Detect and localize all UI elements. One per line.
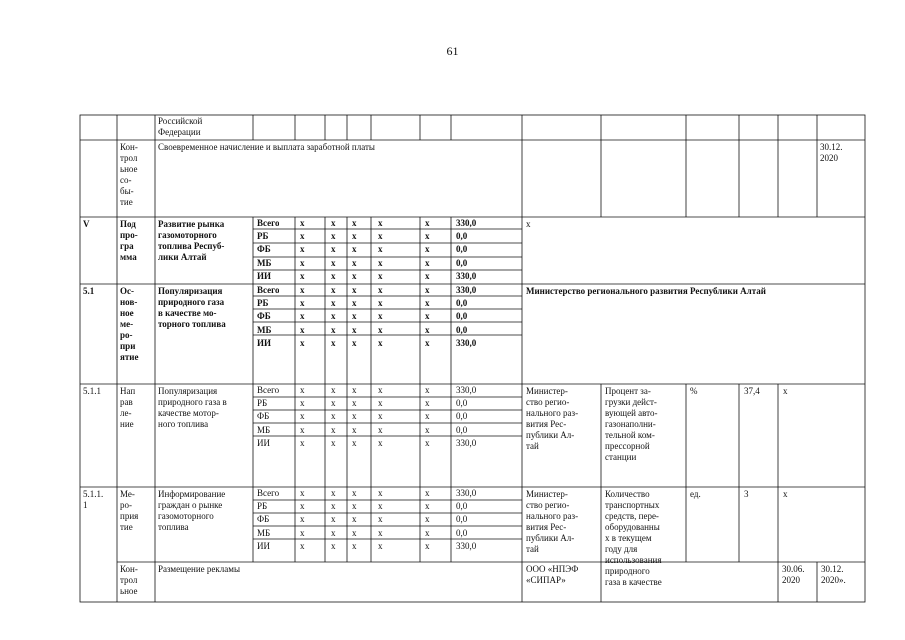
funding-x-mark: х <box>352 488 357 498</box>
funding-x-mark: х <box>425 231 430 242</box>
funding-x-mark: х <box>331 285 336 295</box>
funding-x-mark: х <box>331 540 336 551</box>
funding-x-mark: х <box>352 501 357 512</box>
funding-x-mark: х <box>300 270 305 281</box>
funding-x-mark: х <box>352 298 357 309</box>
funding-x-mark: х <box>378 398 383 409</box>
row5-value: 3 <box>744 489 749 499</box>
funding-x-mark: х <box>378 527 383 538</box>
funding-x-mark: х <box>425 501 430 512</box>
funding-x-mark: х <box>425 218 430 228</box>
funding-x-mark: х <box>425 257 430 268</box>
funding-label: Всего <box>257 488 280 498</box>
row4-mark: х <box>783 386 788 396</box>
funding-x-mark: х <box>300 398 305 409</box>
funding-amount: 0,0 <box>456 411 468 422</box>
row5-unit: ед. <box>690 489 701 499</box>
row4-unit: % <box>690 386 698 396</box>
funding-label: ФБ <box>257 311 271 322</box>
funding-x-mark: х <box>300 411 305 422</box>
row5-indicator: Количество транспортных средств, пере- оборудованны х в текущем году для использования природного газа в качестве <box>605 489 662 587</box>
funding-x-mark: х <box>300 257 305 268</box>
funding-x-mark: х <box>352 437 357 448</box>
funding-x-mark: х <box>425 298 430 309</box>
funding-amount: 0,0 <box>456 324 468 335</box>
row4-indicator: Процент за- грузки дейст- вующей авто- газонаполни- тельной ком- прессорной станции <box>605 386 658 462</box>
funding-x-mark: х <box>300 514 305 525</box>
funding-x-mark: х <box>300 285 305 295</box>
funding-label: Всего <box>257 285 280 295</box>
funding-x-mark: х <box>425 398 430 409</box>
funding-x-mark: х <box>331 488 336 498</box>
funding-label: МБ <box>257 527 271 538</box>
funding-x-mark: х <box>352 231 357 242</box>
funding-amount: 0,0 <box>456 527 468 538</box>
funding-x-mark: х <box>425 527 430 538</box>
row6-date2: 30.12. 2020». <box>821 564 846 585</box>
row4-name: Популяризация природного газа в качестве мотор- ного топлива <box>158 386 227 429</box>
funding-x-mark: х <box>300 501 305 512</box>
funding-x-mark: х <box>378 244 383 255</box>
funding-x-mark: х <box>352 324 357 335</box>
row3-num: 5.1 <box>83 286 95 296</box>
funding-x-mark: х <box>331 298 336 309</box>
funding-x-mark: х <box>425 540 430 551</box>
funding-x-mark: х <box>331 311 336 322</box>
row5-num: 5.1.1. 1 <box>83 489 104 510</box>
funding-x-mark: х <box>352 540 357 551</box>
funding-amount: 0,0 <box>456 501 468 512</box>
funding-label: МБ <box>257 424 271 435</box>
funding-x-mark: х <box>352 424 357 435</box>
funding-amount: 330,0 <box>456 488 477 498</box>
row3-name: Популяризация природного газа в качестве мо- торного топлива <box>158 286 226 329</box>
funding-x-mark: х <box>331 218 336 228</box>
funding-label: Всего <box>257 385 280 395</box>
funding-x-mark: х <box>300 218 305 228</box>
funding-x-mark: х <box>331 385 336 395</box>
funding-label: ИИ <box>257 540 270 551</box>
funding-x-mark: х <box>352 285 357 295</box>
funding-x-mark: х <box>378 540 383 551</box>
funding-x-mark: х <box>331 424 336 435</box>
funding-x-mark: х <box>331 231 336 242</box>
funding-x-mark: х <box>300 311 305 322</box>
funding-x-mark: х <box>378 270 383 281</box>
funding-x-mark: х <box>425 424 430 435</box>
funding-x-mark: х <box>378 437 383 448</box>
row6-date1: 30.06. 2020 <box>782 564 805 585</box>
funding-amount: 0,0 <box>456 244 468 255</box>
row6-executor: ООО «НПЭФ «СИПАР» <box>526 564 579 585</box>
funding-x-mark: х <box>378 514 383 525</box>
funding-x-mark: х <box>378 231 383 242</box>
funding-amount: 0,0 <box>456 231 468 242</box>
funding-amount: 0,0 <box>456 424 468 435</box>
funding-x-mark: х <box>378 488 383 498</box>
funding-x-mark: х <box>378 501 383 512</box>
funding-x-mark: х <box>425 324 430 335</box>
funding-label: ФБ <box>257 514 270 525</box>
row6-type: Кон- трол ьное <box>120 564 138 596</box>
funding-label: РБ <box>257 398 268 409</box>
funding-x-mark: х <box>352 337 357 348</box>
funding-x-mark: х <box>300 324 305 335</box>
funding-x-mark: х <box>352 218 357 228</box>
funding-label: ИИ <box>257 337 272 348</box>
row5-type: Ме- ро- прия тие <box>120 489 139 532</box>
row4-num: 5.1.1 <box>83 386 101 396</box>
funding-label: РБ <box>257 231 269 242</box>
row3-executor: Министерство регионального развития Республики Алтай <box>526 286 766 296</box>
funding-x-mark: х <box>425 437 430 448</box>
funding-x-mark: х <box>378 285 383 295</box>
funding-label: МБ <box>257 257 272 268</box>
funding-label: МБ <box>257 324 272 335</box>
funding-x-mark: х <box>425 488 430 498</box>
funding-x-mark: х <box>352 514 357 525</box>
row4-type: Нап рав ле- ние <box>120 386 136 429</box>
funding-x-mark: х <box>352 257 357 268</box>
row4-executor: Министер- ство регио- нального раз- вития Рес- публики Ал- тай <box>526 386 579 451</box>
funding-x-mark: х <box>425 514 430 525</box>
funding-x-mark: х <box>300 231 305 242</box>
funding-x-mark: х <box>378 385 383 395</box>
row2-note: х <box>526 219 531 229</box>
funding-amount: 0,0 <box>456 514 468 525</box>
funding-x-mark: х <box>331 244 336 255</box>
funding-x-mark: х <box>300 244 305 255</box>
funding-amount: 330,0 <box>456 218 477 228</box>
row0-text: Российской Федерации <box>158 116 203 137</box>
row5-executor: Министер- ство регио- нального раз- вития Рес- публики Ал- тай <box>526 489 579 554</box>
funding-x-mark: х <box>425 270 430 281</box>
row2-name: Развитие рынка газомоторного топлива Респуб- лики Алтай <box>158 219 225 262</box>
funding-amount: 0,0 <box>456 398 468 409</box>
row5-mark: х <box>783 489 788 499</box>
funding-x-mark: х <box>425 411 430 422</box>
funding-x-mark: х <box>300 385 305 395</box>
funding-x-mark: х <box>331 514 336 525</box>
funding-label: ФБ <box>257 244 271 255</box>
funding-x-mark: х <box>331 257 336 268</box>
funding-x-mark: х <box>378 298 383 309</box>
funding-x-mark: х <box>300 337 305 348</box>
funding-label: РБ <box>257 298 269 309</box>
funding-x-mark: х <box>425 285 430 295</box>
funding-x-mark: х <box>378 424 383 435</box>
funding-x-mark: х <box>352 244 357 255</box>
funding-x-mark: х <box>378 337 383 348</box>
funding-x-mark: х <box>378 411 383 422</box>
row4-value: 37,4 <box>744 386 760 396</box>
funding-x-mark: х <box>300 424 305 435</box>
funding-label: ИИ <box>257 437 270 448</box>
funding-x-mark: х <box>378 218 383 228</box>
funding-x-mark: х <box>425 311 430 322</box>
funding-x-mark: х <box>425 385 430 395</box>
funding-x-mark: х <box>300 540 305 551</box>
row6-text: Размещение рекламы <box>158 564 241 574</box>
funding-x-mark: х <box>425 244 430 255</box>
funding-x-mark: х <box>331 411 336 422</box>
funding-x-mark: х <box>331 324 336 335</box>
funding-label: Всего <box>257 218 280 228</box>
row5-name: Информирование граждан о рынке газомоторного топлива <box>158 489 226 532</box>
funding-amount: 330,0 <box>456 540 477 551</box>
funding-amount: 0,0 <box>456 311 468 322</box>
funding-amount: 330,0 <box>456 337 477 348</box>
funding-x-mark: х <box>378 311 383 322</box>
funding-x-mark: х <box>331 337 336 348</box>
funding-amount: 0,0 <box>456 298 468 309</box>
funding-amount: 0,0 <box>456 257 468 268</box>
row3-type: Ос- нов- ное ме- ро- при ятие <box>120 286 139 362</box>
row1-label: Кон- трол ьное со- бы- тие <box>120 142 138 207</box>
funding-label: РБ <box>257 501 268 512</box>
funding-x-mark: х <box>300 488 305 498</box>
funding-x-mark: х <box>352 270 357 281</box>
funding-x-mark: х <box>300 527 305 538</box>
funding-amount: 330,0 <box>456 437 477 448</box>
funding-x-mark: х <box>300 298 305 309</box>
funding-amount: 330,0 <box>456 285 477 295</box>
funding-x-mark: х <box>331 527 336 538</box>
funding-x-mark: х <box>331 437 336 448</box>
funding-amount: 330,0 <box>456 270 477 281</box>
row2-num: V <box>83 219 90 229</box>
row1-text: Своевременное начисление и выплата заработной платы <box>158 142 375 152</box>
funding-amount: 330,0 <box>456 385 477 395</box>
row1-date: 30.12. 2020 <box>820 142 843 163</box>
funding-x-mark: х <box>352 527 357 538</box>
funding-label: ИИ <box>257 270 272 281</box>
funding-x-mark: х <box>352 385 357 395</box>
funding-label: ФБ <box>257 411 270 422</box>
funding-x-mark: х <box>378 257 383 268</box>
funding-x-mark: х <box>425 337 430 348</box>
funding-x-mark: х <box>352 411 357 422</box>
funding-x-mark: х <box>352 311 357 322</box>
funding-x-mark: х <box>352 398 357 409</box>
funding-x-mark: х <box>331 270 336 281</box>
page-number: 61 <box>446 44 459 58</box>
funding-x-mark: х <box>331 501 336 512</box>
funding-x-mark: х <box>378 324 383 335</box>
row2-type: Под про- гра мма <box>120 219 138 262</box>
funding-x-mark: х <box>300 437 305 448</box>
funding-x-mark: х <box>331 398 336 409</box>
